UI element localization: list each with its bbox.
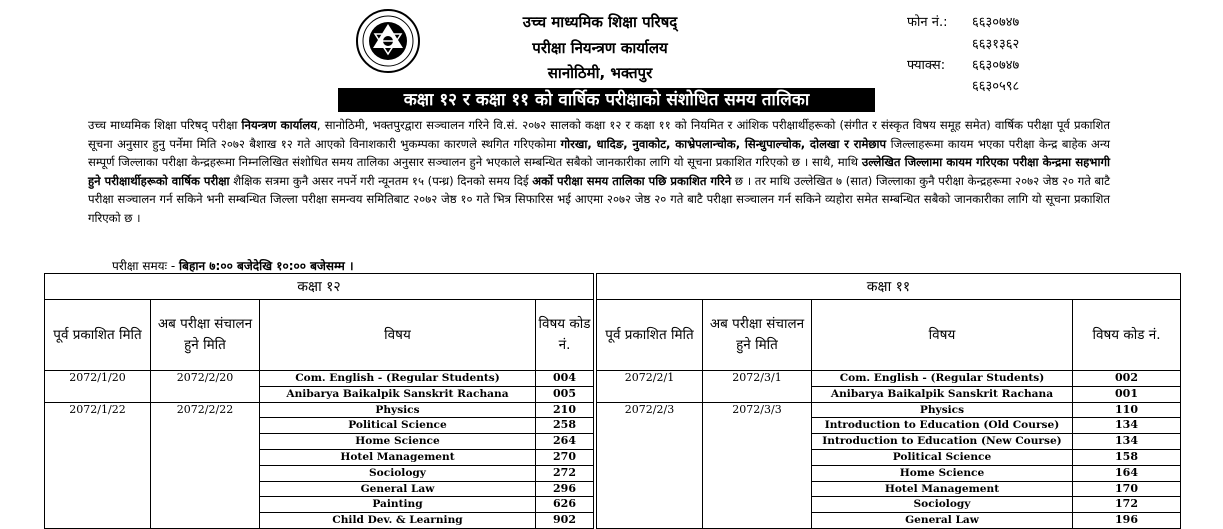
subject-code-11: 196 xyxy=(1115,513,1138,527)
subject-code-12: 005 xyxy=(553,386,576,400)
subject-12: Physics xyxy=(260,403,535,419)
subject-11: Sociology xyxy=(812,497,1072,513)
table-row xyxy=(45,402,1181,528)
prev-date-12: 2072/1/20 xyxy=(45,371,151,403)
office-address: सानोठिमी, भक्तपुर xyxy=(547,64,653,82)
subject-12: Sociology xyxy=(260,466,535,482)
subject-11: Hotel Management xyxy=(812,482,1072,498)
prev-date-12: 2072/1/22 xyxy=(45,402,151,528)
subject-code-11: 110 xyxy=(1073,403,1180,419)
prev-date-11: 2072/2/3 xyxy=(597,402,703,528)
new-date-12: 2072/2/22 xyxy=(151,402,260,528)
notice-bold-text: नियन्त्रण कार्यालय xyxy=(241,118,317,132)
subject-12: Hotel Management xyxy=(260,450,535,466)
new-date-11: 2072/3/1 xyxy=(703,371,812,403)
subject-code-12: 258 xyxy=(536,418,593,434)
org-name: उच्च माध्यमिक शिक्षा परिषद् xyxy=(522,13,678,31)
subject-11: Introduction to Education (Old Course) xyxy=(812,418,1072,434)
office-name: परीक्षा नियन्त्रण कार्यालय xyxy=(532,39,668,57)
col-subject-11: विषय xyxy=(812,300,1073,371)
council-seal-logo xyxy=(355,8,421,74)
subject-11: Political Science xyxy=(812,450,1072,466)
subject-code-11: 134 xyxy=(1073,418,1180,434)
prev-date-11: 2072/2/1 xyxy=(597,371,703,403)
subject-code-11-cell xyxy=(1073,371,1181,403)
class12-header: कक्षा १२ xyxy=(45,274,594,300)
subject-11: Com. English - (Regular Students) xyxy=(812,371,1072,387)
subject-code-11: 134 xyxy=(1073,434,1180,450)
notice-text: शैक्षिक सत्रमा कुनै असर नपर्ने गरी न्यूनतम १५ (पन्ध्र) दिनको समय दिई xyxy=(233,173,529,188)
subject-code-12: 626 xyxy=(536,497,593,513)
subject-11: Physics xyxy=(812,403,1072,419)
phone-number-1: ६६३०७४७ xyxy=(972,15,1020,30)
subject-code-12: 296 xyxy=(536,482,593,498)
exam-timetable xyxy=(44,273,1181,529)
col-prev-date-11: पूर्व प्रकाशित मिति xyxy=(597,300,703,371)
subject-code-12: 272 xyxy=(536,466,593,482)
subject-12-cell xyxy=(260,371,536,403)
subject-12: Anibarya Baikalpik Sanskrit Rachana xyxy=(286,387,509,400)
col-code-12: विषय कोड नं. xyxy=(536,300,594,371)
col-code-11: विषय कोड नं. xyxy=(1073,300,1181,371)
fax-number-1: ६६३०७४७ xyxy=(972,58,1020,73)
col-new-date-11: अब परीक्षा संचालन हुने मिति xyxy=(703,300,812,371)
notice-text: , सानोठिमी, भक्तपुरद्वारा सञ्चालन गरिने वि.सं. २०७२ सालको कक्षा १२ र कक्षा ११ को नियमित र आंशिक परीक्षार्थीहरूको (संगीत र संस्कृत विषय समूह समेत) वार्षिक परीक्षा पूर्व प्रकाशित सूचना अनुसार हुनु पर्नेमा मिति २०७२ बैशाख १२ गते आएको विनाशकारी भुकम्पका कारणले स्थगित गरिएकोमा xyxy=(88,118,1110,151)
phone-label: फोन नं.: xyxy=(907,15,948,30)
notice-bold-text: अर्को परीक्षा समय तालिका पछि प्रकाशित गरिने xyxy=(532,173,732,188)
new-date-11: 2072/3/3 xyxy=(703,402,812,528)
subject-code-12: 902 xyxy=(553,513,576,527)
subject-code-11-cell xyxy=(1073,402,1181,528)
subject-12: Political Science xyxy=(260,418,535,434)
table-row xyxy=(45,371,1181,403)
affected-districts: गोरखा, धादिङ, नुवाकोट, काभ्रेपलान्चोक, सिन्धुपाल्चोक, दोलखा र रामेछाप xyxy=(560,136,887,151)
fax-label: फ्याक्स: xyxy=(907,58,946,73)
notice-text: छ । तर माथि उल्लेखित ७ (सात) जिल्लाका कुनै परीक्षा केन्द्रहरूमा २०७२ जेष्ठ २० गते बाटै परीक्षा सञ्चालन गर्न सकिने भनी सम्बन्धित जिल्ला परीक्षा समन्वय समितिबाट २०७२ जेष्ठ १० गते भित्र सिफारिस भई आएमा २०७२ जेष्ठ २० गते बाटै परीक्षा सञ्चालन गर्न सकिने व्यहोरा समेत सम्बन्धित सबैको जानकारीका लागि यो सूचना प्रकाशित गरिएको छ । xyxy=(88,173,1110,225)
col-prev-date-12: पूर्व प्रकाशित मिति xyxy=(45,300,151,371)
subject-11: Anibarya Baikalpik Sanskrit Rachana xyxy=(830,387,1054,400)
class11-header: कक्षा ११ xyxy=(597,274,1181,300)
subject-code-12: 210 xyxy=(536,403,593,419)
new-date-12: 2072/2/20 xyxy=(151,371,260,403)
subject-code-12: 270 xyxy=(536,450,593,466)
subject-code-11: 164 xyxy=(1073,466,1180,482)
subject-12: Child Dev. & Learning xyxy=(332,514,463,527)
subject-code-11: 001 xyxy=(1115,386,1138,400)
subject-code-12: 004 xyxy=(536,371,593,387)
subject-code-11: 172 xyxy=(1073,497,1180,513)
notice-title-banner: कक्षा १२ र कक्षा ११ को वार्षिक परीक्षाको संशोधित समय तालिका xyxy=(338,88,875,112)
subject-12: Home Science xyxy=(260,434,535,450)
subject-code-11: 170 xyxy=(1073,482,1180,498)
subject-code-12-cell xyxy=(536,371,594,403)
subject-11: General Law xyxy=(905,514,979,527)
subject-11: Introduction to Education (New Course) xyxy=(812,434,1072,450)
subject-code-11: 002 xyxy=(1073,371,1180,387)
subject-11-cell xyxy=(812,402,1073,528)
subject-code-11: 158 xyxy=(1073,450,1180,466)
subject-11-cell xyxy=(812,371,1073,403)
col-subject-12: विषय xyxy=(260,300,536,371)
subject-code-12: 264 xyxy=(536,434,593,450)
notice-text: उच्च माध्यमिक शिक्षा परिषद् परीक्षा xyxy=(88,118,238,132)
exam-time xyxy=(112,257,354,274)
notice-paragraph xyxy=(88,116,1110,228)
notice-text: जिल्लाहरूमा कायम भएका परीक्षा केन्द्र बाहेक अन्य सम्पूर्ण जिल्लाका परीक्षा केन्द्रहरूमा निम्नलिखित संशोधित समय तालिका अनुसार सञ्चालन हुने भएकाले सम्बन्धित सबैको जानकारीका लागि यो सूचना प्रकाशित गरिएको छ । साथै, माथि xyxy=(88,136,1111,170)
notice-bold-text: उल्लेखित जिल्लामा कायम गरिएका परीक्षा केन्द्रमा सहभागी हुने परीक्षार्थीहरूको वार्षिक परीक्षा xyxy=(88,155,1110,188)
subject-code-12-cell xyxy=(536,402,594,528)
fax-number-2: ६६३०५९८ xyxy=(972,79,1020,94)
seal-emblem-icon xyxy=(355,8,421,74)
col-new-date-12: अब परीक्षा संचालन हुने मिति xyxy=(151,300,260,371)
subject-12: Painting xyxy=(260,497,535,513)
subject-12: General Law xyxy=(260,482,535,498)
phone-number-2: ६६३१३६२ xyxy=(972,37,1020,52)
subject-11: Home Science xyxy=(812,466,1072,482)
subject-12: Com. English - (Regular Students) xyxy=(260,371,535,387)
exam-time-label: परीक्षा समयः - xyxy=(112,259,176,273)
subject-12-cell xyxy=(260,402,536,528)
exam-time-value: बिहान ७:०० बजेदेखि १०:०० बजेसम्म । xyxy=(179,259,354,273)
